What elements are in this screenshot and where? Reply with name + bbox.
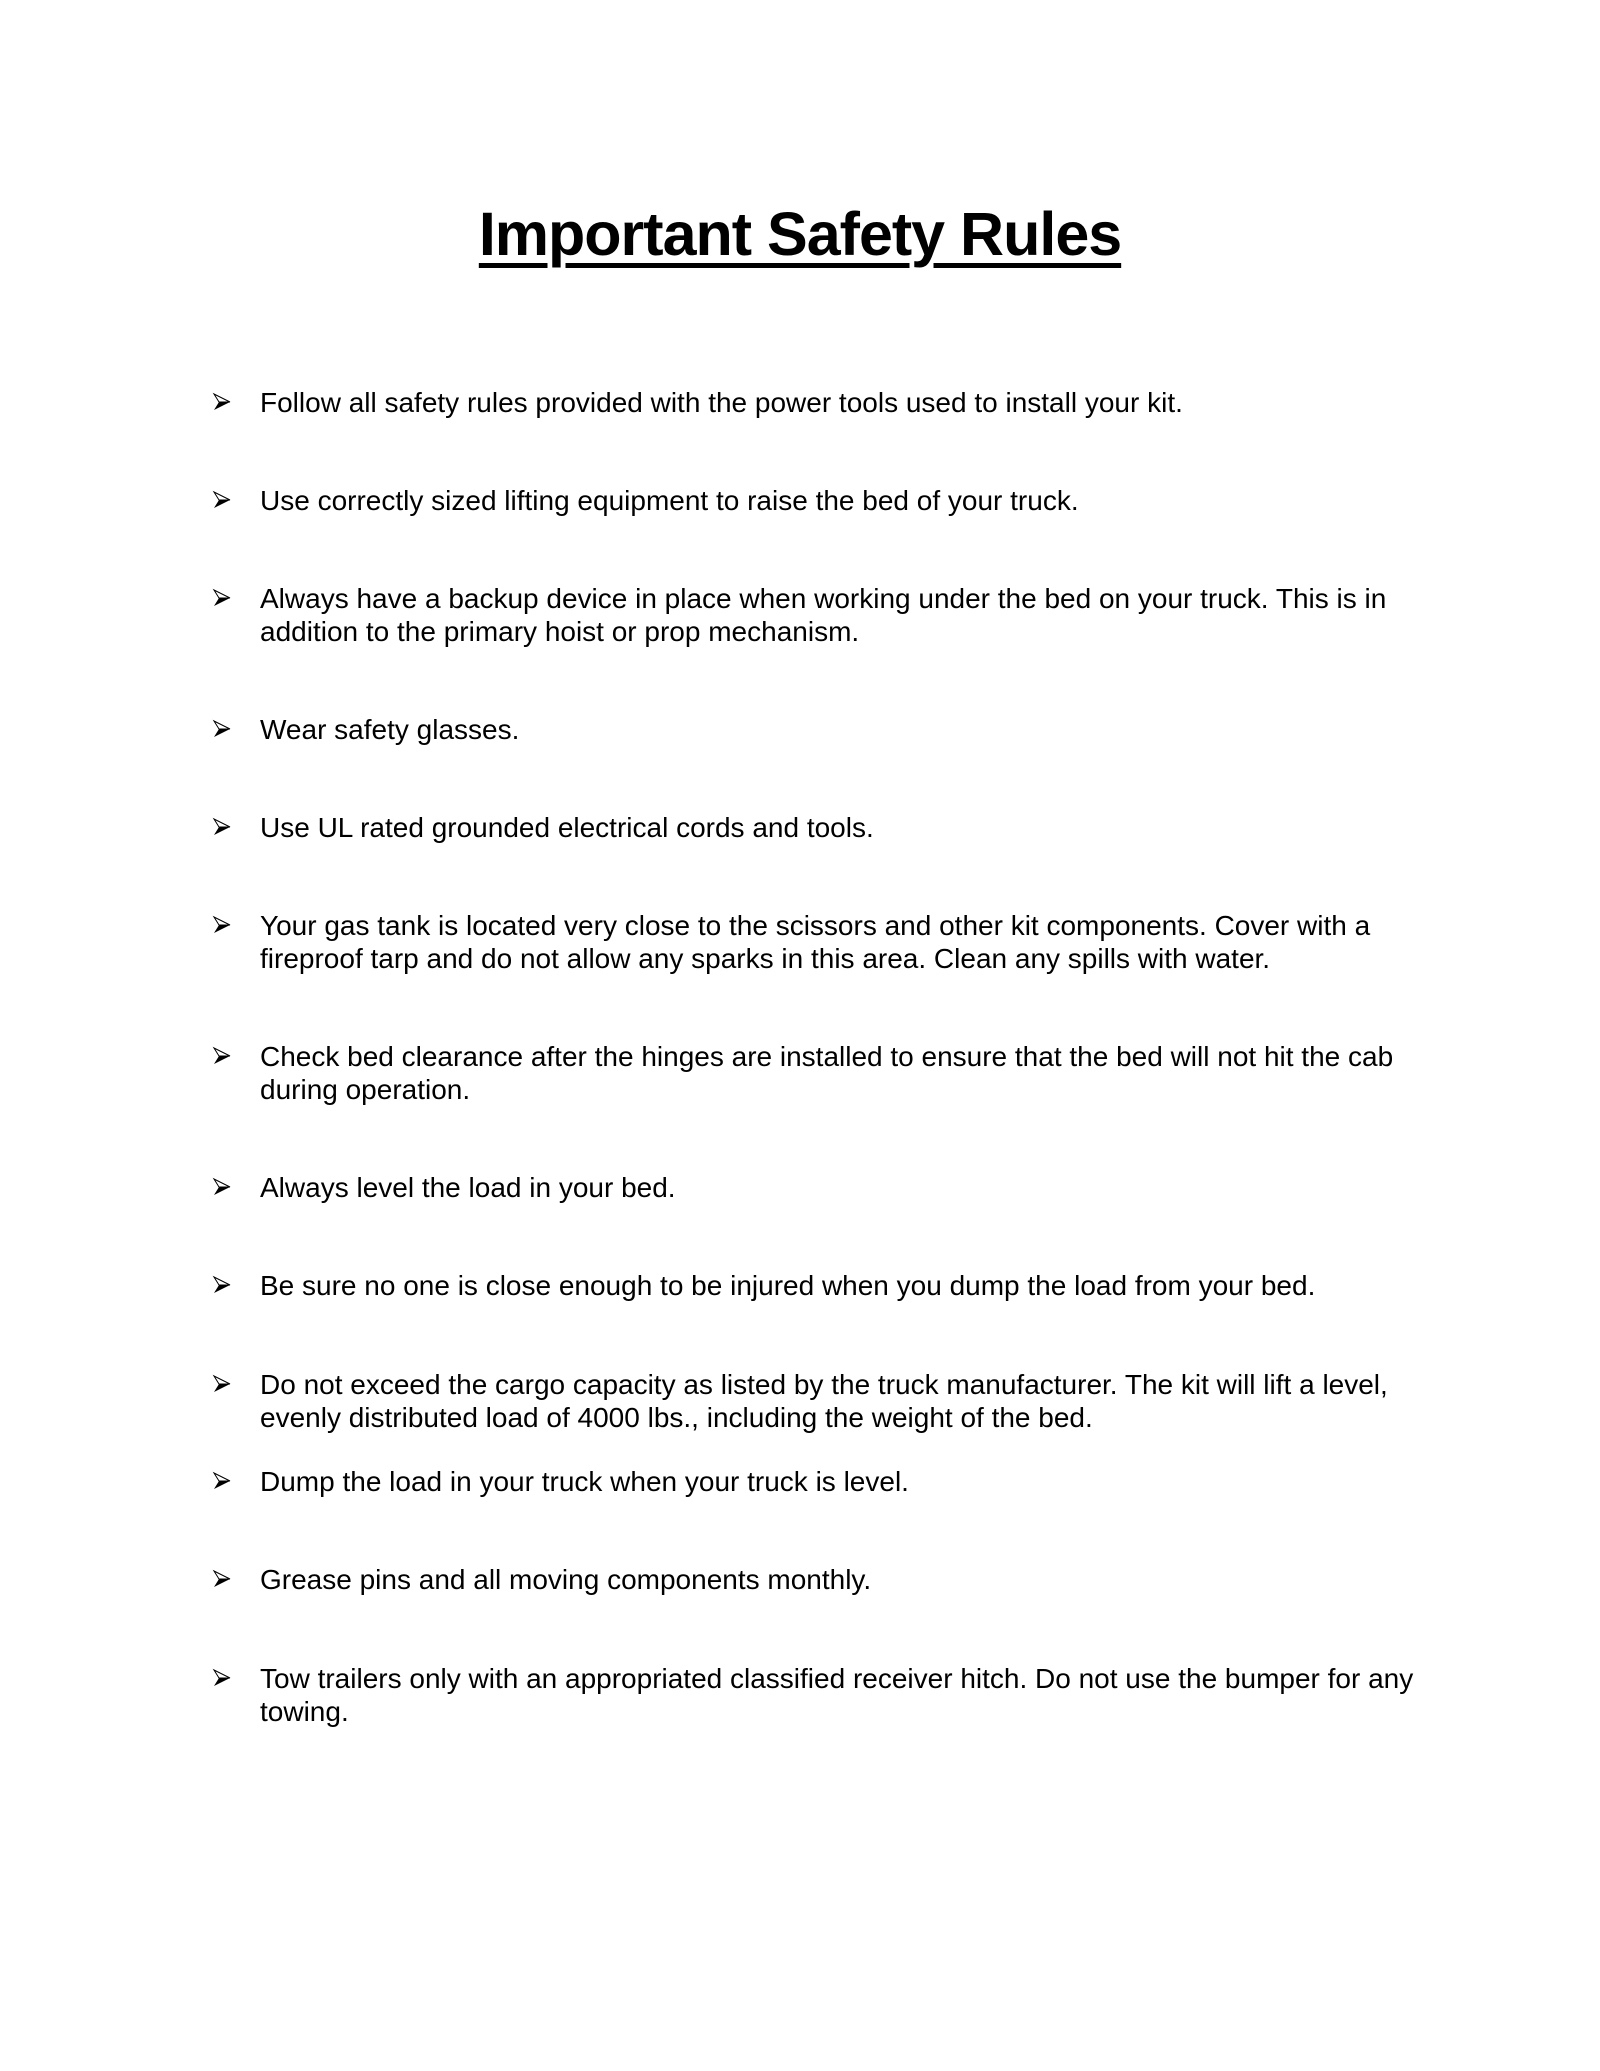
rule-item	[212, 1368, 1422, 1434]
rule-item	[212, 713, 1422, 746]
arrowhead-bullet-icon	[212, 1368, 260, 1394]
arrowhead-bullet-icon	[212, 811, 260, 837]
arrowhead-bullet-icon	[212, 484, 260, 510]
rule-item	[212, 386, 1422, 419]
rule-text: Use correctly sized lifting equipment to raise the bed of your truck.	[260, 485, 1079, 516]
rule-item	[212, 1662, 1422, 1728]
rule-item	[212, 1040, 1422, 1106]
rule-item	[212, 582, 1422, 648]
arrowhead-bullet-icon	[212, 1662, 260, 1688]
rule-item	[212, 909, 1422, 975]
rule-text: Check bed clearance after the hinges are installed to ensure that the bed will not hit the cab during operation.	[260, 1041, 1394, 1105]
arrowhead-bullet-icon	[212, 386, 260, 412]
rule-text: Dump the load in your truck when your truck is level.	[260, 1466, 909, 1497]
arrowhead-bullet-icon	[212, 1269, 260, 1295]
arrowhead-bullet-icon	[212, 713, 260, 739]
rule-item	[212, 1465, 1422, 1498]
rule-text: Follow all safety rules provided with the power tools used to install your kit.	[260, 387, 1183, 418]
rule-text: Tow trailers only with an appropriated classified receiver hitch. Do not use the bumper for any towing.	[260, 1663, 1414, 1727]
rule-item	[212, 811, 1422, 844]
rule-item	[212, 1563, 1422, 1596]
rule-text: Use UL rated grounded electrical cords and tools.	[260, 812, 874, 843]
page-title-text: Important Safety Rules	[478, 200, 1122, 268]
arrowhead-bullet-icon	[212, 1171, 260, 1197]
arrowhead-bullet-icon	[212, 1040, 260, 1066]
arrowhead-bullet-icon	[212, 582, 260, 608]
page-title	[0, 196, 1600, 272]
rule-text: Grease pins and all moving components monthly.	[260, 1564, 872, 1595]
rule-text: Always level the load in your bed.	[260, 1172, 676, 1203]
arrowhead-bullet-icon	[212, 1465, 260, 1491]
rule-item	[212, 484, 1422, 517]
rule-text: Your gas tank is located very close to the scissors and other kit components. Cover with a fireproof tarp and do not allow any sparks in this area. Clean any spills with water.	[260, 910, 1371, 974]
arrowhead-bullet-icon	[212, 909, 260, 935]
rule-item	[212, 1269, 1422, 1302]
rule-text: Do not exceed the cargo capacity as listed by the truck manufacturer. The kit will lift a level, evenly distributed load of 4000 lbs., including the weight of the bed.	[260, 1369, 1388, 1433]
rule-item	[212, 1171, 1422, 1204]
rule-text: Be sure no one is close enough to be injured when you dump the load from your bed.	[260, 1270, 1316, 1301]
rule-text: Wear safety glasses.	[260, 714, 520, 745]
rule-text: Always have a backup device in place when working under the bed on your truck. This is in addition to the primary hoist or prop mechanism.	[260, 583, 1387, 647]
arrowhead-bullet-icon	[212, 1563, 260, 1589]
